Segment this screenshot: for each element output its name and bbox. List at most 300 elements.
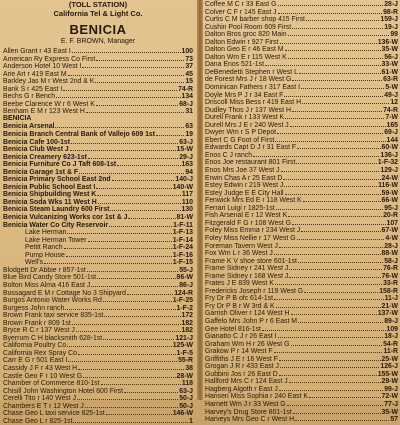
entry-name: Hagberg Algoth r East J	[205, 385, 278, 393]
entry-name: Colver C F r 145 East J	[205, 8, 277, 16]
entry-number: 86-W	[176, 274, 193, 282]
entry-number: 73	[185, 55, 193, 63]
entry-name: Frates J E 839 West K	[205, 280, 274, 288]
leader-dots	[106, 409, 172, 415]
entry-number: 144	[386, 136, 398, 144]
entry-name: Chase Geo L r 825-1st	[3, 417, 73, 425]
entry-number: 130	[181, 206, 193, 214]
entry-number: 56-J	[384, 53, 398, 61]
company-name: California Tel & Light Co.	[53, 9, 143, 18]
listing-entry	[0, 364, 196, 372]
entry-name: Bank S r 425 East I	[3, 85, 63, 93]
listing-entry	[204, 325, 400, 333]
entry-name: Chase Geo L taxi service 825-1st	[3, 410, 105, 418]
entry-name: Burgos Antonio Water Works Rd	[3, 297, 102, 305]
listing-entry	[204, 370, 400, 378]
entry-number: 68-J	[179, 100, 193, 108]
entry-name: Harnett Wm J r 33 West G	[205, 400, 286, 408]
leader-dots	[302, 98, 389, 104]
leader-dots	[109, 221, 172, 227]
entry-name: Lake Herman	[25, 229, 67, 237]
listing-entry	[0, 168, 196, 176]
leader-dots	[309, 392, 381, 398]
right-column	[204, 0, 400, 424]
entry-name: Estey Edwin r 219 West J	[205, 182, 284, 190]
entry-number: 1-F-24	[172, 244, 193, 252]
leader-dots	[288, 30, 390, 36]
listing-entry	[204, 294, 400, 302]
entry-name: Castle Geo F r 10 West G	[3, 372, 83, 380]
listing-entry	[204, 226, 400, 234]
leader-dots	[67, 228, 171, 234]
entry-name: Benicia Arsenal	[3, 123, 55, 131]
entry-name: Dwyer Wm r S P Depot	[205, 129, 277, 137]
entry-name: Fitzgerald F G r 108 West G	[205, 219, 292, 227]
entry-name: Enos Joe restaurant 801 First	[205, 159, 296, 167]
listing-entry	[0, 183, 196, 191]
listing-entry	[0, 341, 196, 349]
toll-station-label: (TOLL STATION)	[68, 0, 128, 9]
entry-number: 58-J	[384, 257, 398, 265]
listing-entry	[0, 130, 196, 138]
leader-dots	[127, 289, 173, 295]
entry-number: 110	[181, 198, 193, 206]
listing-entry	[0, 122, 196, 130]
entry-number: 182	[181, 327, 193, 335]
listing-entry	[204, 15, 400, 23]
leader-dots	[281, 166, 380, 172]
entry-number: 63	[185, 123, 193, 131]
entry-number: 1-F-5	[176, 349, 193, 357]
entry-number: 49-J	[384, 91, 398, 99]
entry-number: 172	[181, 312, 193, 320]
entry-number: 182	[181, 319, 193, 327]
leader-dots	[66, 251, 172, 257]
listing-entry	[0, 281, 196, 289]
leader-dots	[284, 181, 377, 187]
entry-name: Gee Hotel 816-1st	[205, 325, 261, 333]
left-listing	[0, 47, 196, 424]
listing-entry	[204, 98, 400, 106]
entry-number: 129-J	[380, 167, 398, 175]
entry-name: de Forest Mrs J r 18 West G	[205, 76, 292, 84]
entry-name: Ebert C G Foot of First	[205, 136, 275, 144]
entry-number: 55-R	[178, 357, 193, 365]
entry-name: Benicia Garage 1st & F	[3, 168, 79, 176]
leader-dots	[292, 23, 383, 29]
leader-dots	[83, 372, 175, 378]
entry-number: 33-W	[381, 61, 398, 69]
entry-number: 7-W	[385, 114, 398, 122]
entry-number: 74-R	[383, 106, 398, 114]
listing-entry	[204, 53, 400, 61]
leader-dots	[103, 296, 172, 302]
entry-number: 158-R	[379, 287, 398, 295]
listing-entry	[0, 402, 196, 410]
entry-number: 107	[386, 219, 398, 227]
listing-entry	[204, 408, 400, 416]
leader-dots	[301, 226, 380, 232]
entry-number: 28-J	[384, 242, 398, 250]
entry-number: 15	[185, 78, 193, 86]
entry-number: 99	[390, 31, 398, 39]
entry-number: 155-W	[377, 370, 398, 378]
entry-number: 19-J	[384, 23, 398, 31]
leader-dots	[68, 70, 185, 76]
entry-number: 31	[185, 108, 193, 116]
listing-entry	[0, 334, 196, 342]
entry-name: Garrish Oliver r 124 West H	[205, 310, 290, 318]
entry-number: 77-J	[384, 400, 398, 408]
entry-number: 1-F-15	[172, 259, 193, 267]
entry-number: 29-J	[179, 153, 193, 161]
leader-dots	[280, 362, 379, 368]
leader-dots	[88, 236, 172, 242]
entry-number: 99-J	[384, 385, 398, 393]
leader-dots	[73, 417, 188, 423]
entry-number: 89-J	[384, 317, 398, 325]
leader-dots	[287, 400, 384, 406]
listing-entry	[0, 205, 196, 213]
entry-name: Benicia Vulcanizing Works cor 1st & J	[3, 214, 128, 222]
entry-name: Benicia Public School East I	[3, 183, 96, 191]
listing-entry	[0, 145, 196, 153]
leader-dots	[96, 55, 184, 61]
leader-dots	[295, 415, 389, 421]
entry-number: 121-J	[175, 334, 193, 342]
listing-entry	[0, 115, 196, 123]
leader-dots	[289, 264, 382, 270]
leader-dots	[262, 325, 386, 331]
listing-entry	[204, 347, 400, 355]
entry-name: Cerelli Tito r 140 West J	[3, 395, 77, 403]
entry-name: Bossagard E M r Cottage No 3 Shipyard	[3, 289, 126, 297]
listing-entry	[204, 242, 400, 250]
listing-entry	[0, 409, 196, 417]
entry-name: Gianatto C J r 26 East I	[205, 333, 277, 341]
leader-dots	[87, 266, 178, 272]
entry-number: 1-F-25	[172, 297, 193, 305]
listing-entry	[0, 311, 196, 319]
entry-number: 125-W	[172, 342, 193, 350]
leader-dots	[304, 287, 378, 293]
entry-name: Hansen Miss Sophia r 240 East K	[205, 393, 309, 401]
listing-entry	[204, 113, 400, 121]
listing-entry	[0, 107, 196, 115]
entry-name: Estey Judge E E City Hall	[205, 189, 284, 197]
entry-name: BENICIA	[3, 114, 32, 122]
listing-entry	[0, 349, 196, 357]
entry-name: Dalton Bros groc 820 Main	[205, 31, 287, 39]
entry-name: Curtis C M barber shop 415 First	[205, 16, 305, 24]
listing-entry	[204, 8, 400, 16]
entry-number: 33-R	[383, 280, 398, 288]
entry-number: 140-W	[172, 183, 193, 191]
entry-name: Beebe Clarence W r 6 West K	[3, 100, 95, 108]
entry-number: 1-F-32	[377, 159, 398, 167]
listing-entry	[0, 372, 196, 380]
entry-number: 28-W	[176, 372, 193, 380]
listing-entry	[204, 415, 400, 423]
listing-entry	[204, 30, 400, 38]
entry-name: Ferrari Luigi r 1825-1st	[205, 204, 275, 212]
manager-line: E. F. BROWN, Manager	[60, 38, 136, 45]
entry-name: Byerrum C H blacksmith 628-1st	[3, 334, 103, 342]
leader-dots	[293, 408, 381, 414]
entry-number: 67-W	[381, 227, 398, 235]
leader-dots	[44, 258, 172, 264]
leader-dots	[82, 62, 184, 68]
listing-entry	[204, 400, 400, 408]
entry-number: 126-J	[380, 363, 398, 371]
listing-entry	[204, 392, 400, 400]
entry-name: Fry Dr P B ofc 614-1st	[205, 295, 274, 303]
entry-name: Foley Miss Nellie r 17 West G	[205, 234, 296, 242]
leader-dots	[85, 402, 178, 408]
entry-number: 19	[185, 131, 193, 139]
entry-number: 117	[181, 191, 193, 199]
entry-name: Bolton Miss Alma 416 East J	[3, 281, 91, 289]
entry-number: 137-W	[377, 310, 398, 318]
listing-entry	[204, 196, 400, 204]
entry-name: Benicia Creamery 623-1st	[3, 153, 87, 161]
entry-name: Benicia Branch Central Bank of Vallejo 609 1st	[3, 131, 156, 139]
leader-dots	[65, 304, 175, 310]
listing-entry	[0, 47, 196, 55]
leader-dots	[278, 332, 384, 338]
entry-name: Benicia Shipbuilding West K	[3, 191, 97, 199]
entry-name: Benicia Primary School East 2nd	[3, 176, 111, 184]
entry-name: Chambers E T r 12 West J	[3, 402, 84, 410]
listing-entry	[0, 138, 196, 146]
listing-entry	[0, 379, 196, 387]
entry-name: Grogan J R r 433 East J	[205, 363, 279, 371]
entry-name: Benicia Steam Laundry 600 First	[3, 206, 110, 214]
entry-name: Gubbini Jos r 26 East D	[205, 370, 278, 378]
entry-number: 124-R	[174, 289, 193, 297]
listing-entry	[0, 258, 196, 266]
entry-number: 61-W	[381, 68, 398, 76]
entry-name: Grakow P r 14 West F	[205, 348, 273, 356]
entry-number: 50-J	[179, 402, 193, 410]
entry-number: 35-W	[381, 46, 398, 54]
entry-number: 11-R	[383, 348, 398, 356]
leader-dots	[290, 121, 386, 127]
listing-entry	[0, 55, 196, 63]
listing-entry	[204, 121, 400, 129]
listing-entry	[0, 356, 196, 364]
entry-number: 146-W	[172, 410, 193, 418]
listing-entry	[204, 75, 400, 83]
entry-number: 38	[185, 364, 193, 372]
entry-number: 18-J	[384, 333, 398, 341]
entry-name: Hallford Mrs C r 124 East J	[205, 378, 288, 386]
entry-name: Carr E G r 501 East I	[3, 357, 68, 365]
entry-name: Driscoll Miss Bess r 419 East H	[205, 99, 302, 107]
listing-entry	[0, 62, 196, 70]
entry-name: Chamber of Commerce 810-1st	[3, 380, 100, 388]
listing-entry	[204, 128, 400, 136]
leader-dots	[284, 91, 383, 97]
leader-dots	[56, 92, 180, 98]
leader-dots	[72, 47, 181, 53]
entry-name: Blodgett Dr Abbie r 857-1st	[3, 266, 86, 274]
entry-name: Frame K V shoe store 601-1st	[205, 257, 297, 265]
leader-dots	[275, 136, 385, 142]
leader-dots	[289, 272, 380, 278]
entry-name: Barkley Jas M r West 2nd & K	[3, 78, 95, 86]
leader-dots	[55, 122, 184, 128]
entry-name: Benicia Club West J	[3, 146, 69, 154]
entry-number: 1-F-2	[176, 304, 193, 312]
listing-entry	[0, 319, 196, 327]
leader-dots	[298, 317, 383, 323]
entry-number: 1-F-14	[172, 236, 193, 244]
leader-dots	[288, 211, 382, 217]
entry-number: 159-J	[380, 16, 398, 24]
leader-dots	[97, 273, 175, 279]
leader-dots	[112, 175, 175, 181]
entry-number: 55-J	[179, 266, 193, 274]
entry-name: California Poultry Co	[3, 342, 67, 350]
listing-entry	[204, 68, 400, 76]
entry-name: Durell Mrs J E r 240 West J	[205, 121, 289, 129]
entry-number: 63-J	[179, 387, 193, 395]
listing-entry	[204, 83, 400, 91]
entry-name: Durell Frank r 133 West K	[205, 114, 285, 122]
listing-entry	[204, 302, 400, 310]
entry-name: Dalton Wm E r 115 West K	[205, 53, 287, 61]
leader-dots	[289, 377, 381, 383]
leader-dots	[77, 394, 178, 400]
entry-number: 57	[390, 416, 398, 424]
entry-name: California Rex Spray Co	[3, 349, 77, 357]
entry-number: 69-J	[384, 129, 398, 137]
entry-number: 136-J	[380, 151, 398, 159]
leader-dots	[296, 158, 376, 164]
entry-name: Frame Sidney r 168 West J	[205, 272, 289, 280]
entry-name: Gaffelo Mrs John P r 6 East M	[205, 317, 298, 325]
entry-name: Dalton Edwin r 927 First	[205, 38, 279, 46]
listing-entry	[204, 340, 400, 348]
entry-number: 94	[185, 168, 193, 176]
entry-number: 1-F-16	[172, 251, 193, 259]
leader-dots	[72, 319, 181, 325]
entry-number: 136-W	[377, 38, 398, 46]
entry-number: 45	[185, 70, 193, 78]
leader-dots	[303, 196, 381, 202]
listing-entry	[204, 287, 400, 295]
entry-number: 98-R	[383, 8, 398, 16]
listing-entry	[204, 136, 400, 144]
listing-entry	[0, 387, 196, 395]
entry-number: 140-J	[175, 176, 193, 184]
leader-dots	[63, 85, 177, 91]
leader-dots	[276, 302, 381, 308]
leader-dots	[279, 385, 383, 391]
entry-name: Burgess John ranch	[3, 304, 65, 312]
leader-dots	[64, 243, 172, 249]
leader-dots	[279, 242, 383, 248]
leader-dots	[68, 356, 177, 362]
leader-dots	[277, 128, 383, 134]
entry-number: 35-W	[381, 408, 398, 416]
entry-number: 118	[181, 380, 193, 388]
leader-dots	[97, 190, 181, 196]
right-listing	[204, 0, 400, 423]
entry-name: Benicia Water Co City Reservoir	[3, 221, 109, 229]
leader-dots	[265, 60, 381, 66]
entry-number: 15-W	[176, 146, 193, 154]
leader-dots	[274, 347, 383, 353]
listing-entry	[204, 385, 400, 393]
entry-number: 76-R	[383, 265, 398, 273]
entry-number: 1	[189, 417, 193, 425]
entry-number: 4-W	[385, 234, 398, 242]
listing-entry	[204, 355, 400, 363]
entry-name: Anderson Hotel 10 West I	[3, 63, 82, 71]
listing-entry	[0, 296, 196, 304]
listing-entry	[0, 243, 196, 251]
leader-dots	[253, 151, 379, 157]
listing-entry	[204, 158, 400, 166]
entry-name: Benicia Soda Wks 11 West H	[3, 198, 97, 206]
entry-name: DeBenedetti Stephen r West L	[205, 68, 298, 76]
entry-number: 50-J	[179, 395, 193, 403]
entry-name: Fox Wm L r 36 West J	[205, 250, 273, 258]
entry-name: Fredericks Joseph r 119 West G	[205, 287, 304, 295]
listing-entry	[0, 228, 196, 236]
leader-dots	[101, 379, 181, 385]
listing-entry	[204, 317, 400, 325]
listing-entry	[0, 70, 196, 78]
entry-name: Pump House	[25, 251, 65, 259]
entry-number: 29-W	[381, 378, 398, 386]
entry-number: 95-J	[384, 204, 398, 212]
leader-dots	[298, 257, 383, 263]
listing-entry	[204, 309, 400, 317]
entry-number: 74-R	[178, 85, 193, 93]
listing-entry	[204, 211, 400, 219]
listing-entry	[204, 189, 400, 197]
entry-name: Cassidy J F r 43 West H	[3, 364, 78, 372]
leader-dots	[280, 38, 377, 44]
leader-dots	[291, 309, 377, 315]
leader-dots	[103, 334, 174, 340]
listing-entry	[0, 236, 196, 244]
entry-number: 5-W	[385, 84, 398, 92]
entry-name: Harvey's Drug Store 801-1st	[205, 408, 292, 416]
listing-entry	[204, 332, 400, 340]
entry-number: 81-W	[176, 214, 193, 222]
listing-entry	[204, 272, 400, 280]
listing-entry	[204, 0, 400, 8]
leader-dots	[292, 219, 385, 225]
entry-number: 21-W	[381, 302, 398, 310]
entry-number: 59-W	[381, 189, 398, 197]
entry-name: Dalton Geo E r 46 East M	[205, 46, 284, 54]
listing-entry	[204, 106, 400, 114]
entry-name: Bechs G r Bench	[3, 93, 56, 101]
entry-name: Edwards Capt D J r 31 East F	[205, 144, 297, 152]
listing-entry	[0, 92, 196, 100]
entry-name: Doyle Mrs P J r 34 East F	[205, 91, 284, 99]
entry-name: Blue Bird Candy Store 501-1st	[3, 274, 97, 282]
listing-entry	[204, 181, 400, 189]
leader-dots	[156, 130, 184, 136]
leader-dots	[292, 106, 382, 112]
listing-entry	[0, 304, 196, 312]
